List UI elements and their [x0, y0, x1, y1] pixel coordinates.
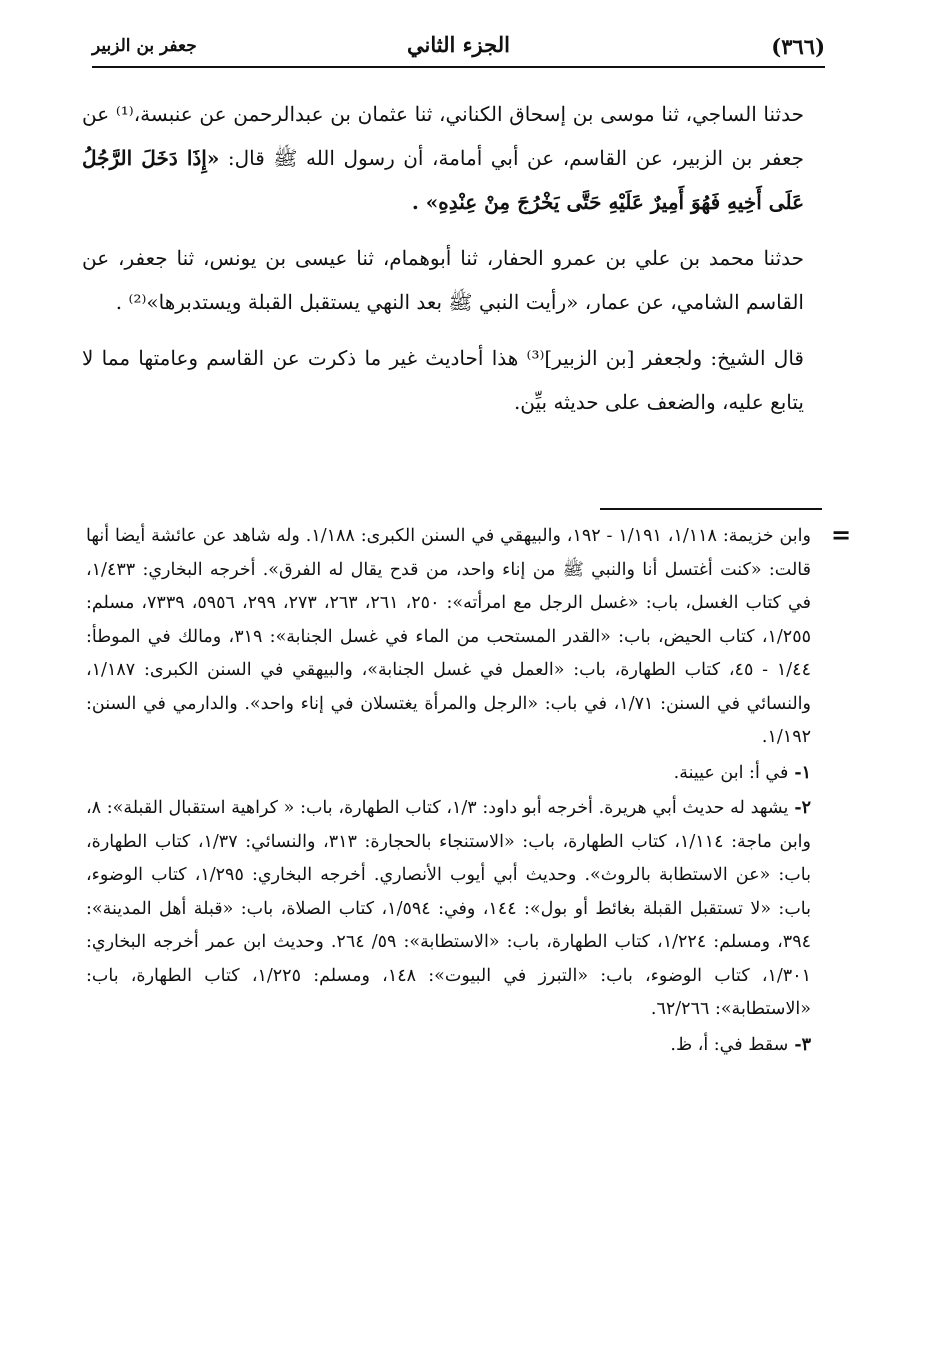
footnotes [86, 520, 811, 1062]
footnote-1-number: ١- [794, 762, 811, 783]
paragraph-1-quote: «إِذَا دَخَلَ الرَّجُلُ عَلَى أَخِيهِ فَهُوَ أَمِيرٌ عَلَيْهِ حَتَّى يَخْرُجَ مِنْ عِنْدِهِ» . [82, 146, 804, 214]
footnote-1 [86, 757, 811, 791]
paragraph-3: قال الشيخ: ولجعفر [بن الزبير]⁽³⁾ هذا أحاديث غير ما ذكرت عن القاسم وعامتها مما لا يتابع عليه، والضعف على حديثه بيِّن. [82, 346, 804, 414]
paragraph-1-text: حدثنا الساجي، ثنا موسى بن إسحاق الكناني، ثنا عثمان بن عبدالرحمن عن عنبسة،⁽¹⁾ عن جعفر بن الزبير، عن القاسم، عن أبي أمامة، أن رسول الله ﷺ قال: [82, 102, 805, 170]
header-rule [92, 66, 825, 68]
footnote-separator [600, 508, 822, 510]
continuation-mark: = [831, 520, 852, 549]
page-header [92, 30, 825, 64]
page-number: (٣٦٦) [771, 34, 825, 59]
footnote-3-number: ٣- [794, 1034, 811, 1055]
paragraph-1 [82, 92, 804, 224]
footnote-2-number: ٢- [794, 798, 811, 818]
main-text [82, 92, 804, 436]
running-title: جعفر بن الزبير [92, 36, 197, 56]
footnote-3-text: سقط في: أ، ظ. [670, 1034, 789, 1055]
footnote-continuation: وابن خزيمة: ١/١١٨، ١/١٩١ - ١٩٢، والبيهقي في السنن الكبرى: ١/١٨٨. وله شاهد عن عائشة أيضا أنها قالت: «كنت أغتسل أنا والنبي ﷺ من إناء واحد، من قدح يقال له الفرق». أخرجه البخاري: ١/٤٣٣، في كتاب الغسل، باب: «غسل الرجل مع امرأته»: ٢٥٠، ٢٦١، ٢٦٣، ٢٧٣، ٢٩٩، ٥٩٥٦، ٧٣٣٩، مسلم: ١/٢٥٥، كتاب الحيض، باب: «القدر المستحب من الماء في غسل الجنابة»: ٣١٩، ومالك في الموطأ: ١/٤٤ - ٤٥، كتاب الطهارة، باب: «العمل في غسل الجنابة»، والبيهقي في السنن الكبرى: ١/١٨٧، والنسائي في السنن: ١/٧١، في باب: «الرجل والمرأة يغتسلان في إناء واحد». والدارمي في السنن: ١/١٩٢. [86, 526, 811, 747]
footnote-1-text: في أ: ابن عيينة. [673, 762, 789, 783]
footnote-3 [86, 1029, 811, 1063]
footnote-2 [86, 792, 811, 1027]
paragraph-2: حدثنا محمد بن علي بن عمرو الحفار، ثنا أبوهمام، ثنا عيسى بن يونس، ثنا جعفر، عن القاسم الشامي، عن عمار، «رأيت النبي ﷺ بعد النهي يستقبل القبلة ويستدبرها»⁽²⁾ . [82, 246, 805, 314]
footnote-2-text: يشهد له حديث أبي هريرة. أخرجه أبو داود: ١/٣، كتاب الطهارة، باب: « كراهية استقبال القبلة»: ٨، وابن ماجة: ١/١١٤، كتاب الطهارة، باب: «الاستنجاء بالحجارة: ٣١٣، والنسائي: ١/٣٧، كتاب الطهارة، باب: «عن الاستطابة بالروث». وحديث أبي أيوب الأنصاري. أخرجه البخاري: ١/٢٩٥، كتاب الوضوء، باب: «لا تستقبل القبلة بغائط أو بول»: ١٤٤، وفي: ١/٥٩٤، كتاب الصلاة، باب: «قبلة أهل المدينة»: ٣٩٤، ومسلم: ١/٢٢٤، كتاب الطهارة، باب: «الاستطابة»: ٥٩/ ٢٦٤. وحديث ابن عمر أخرجه البخاري: ١/٣٠١، كتاب الوضوء، باب: «التبرز في البيوت»: ١٤٨، ومسلم: ١/٢٢٥، كتاب الطهارة، باب: «الاستطابة»: ٦٢/٢٦٦. [86, 798, 812, 1019]
part-title: الجزء الثاني [407, 32, 510, 57]
